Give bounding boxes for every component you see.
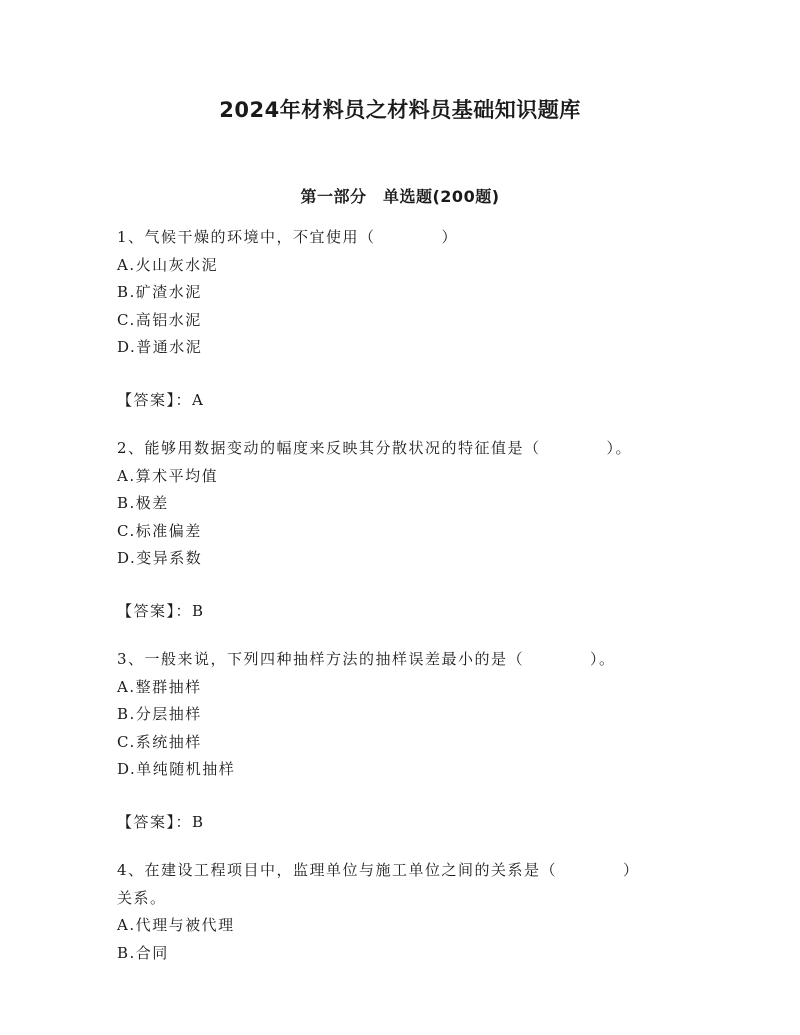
option-a: A.火山灰水泥 — [117, 255, 219, 274]
question-stem: 1、气候干燥的环境中，不宜使用（ ） — [117, 228, 459, 246]
answer-line: 【答案】：B — [117, 601, 205, 620]
option-d: D.普通水泥 — [117, 338, 203, 356]
document-title: 2024年材料员之材料员基础知识题库 — [219, 98, 581, 122]
question-stem: 3、一般来说，下列四种抽样方法的抽样误差最小的是（ ）。 — [117, 650, 616, 668]
option-b: B.合同 — [117, 943, 169, 962]
question-stem-continued: 关系。 — [117, 888, 167, 907]
question-4 — [117, 857, 677, 967]
option-c: C.系统抽样 — [117, 732, 202, 751]
option-a: A.代理与被代理 — [117, 916, 235, 934]
question-list — [117, 224, 677, 967]
option-b: B.矿渣水泥 — [117, 283, 202, 301]
option-c: C.高铝水泥 — [117, 310, 202, 329]
question-stem: 4、在建设工程项目中，监理单位与施工单位之间的关系是（ ） — [117, 861, 640, 879]
section-title: 第一部分 单选题(200题) — [300, 187, 500, 206]
option-b: B.极差 — [117, 494, 169, 512]
option-b: B.分层抽样 — [117, 705, 202, 723]
option-d: D.变异系数 — [117, 549, 203, 567]
question-2 — [117, 435, 677, 625]
question-stem: 2、能够用数据变动的幅度来反映其分散状况的特征值是（ ）。 — [117, 439, 633, 457]
option-c: C.标准偏差 — [117, 521, 202, 540]
answer-line: 【答案】：A — [117, 390, 205, 409]
answer-line: 【答案】：B — [117, 812, 205, 831]
question-1 — [117, 224, 677, 414]
option-d: D.单纯随机抽样 — [117, 760, 236, 778]
question-3 — [117, 646, 677, 836]
option-a: A.整群抽样 — [117, 677, 202, 696]
option-a: A.算术平均值 — [117, 466, 219, 485]
